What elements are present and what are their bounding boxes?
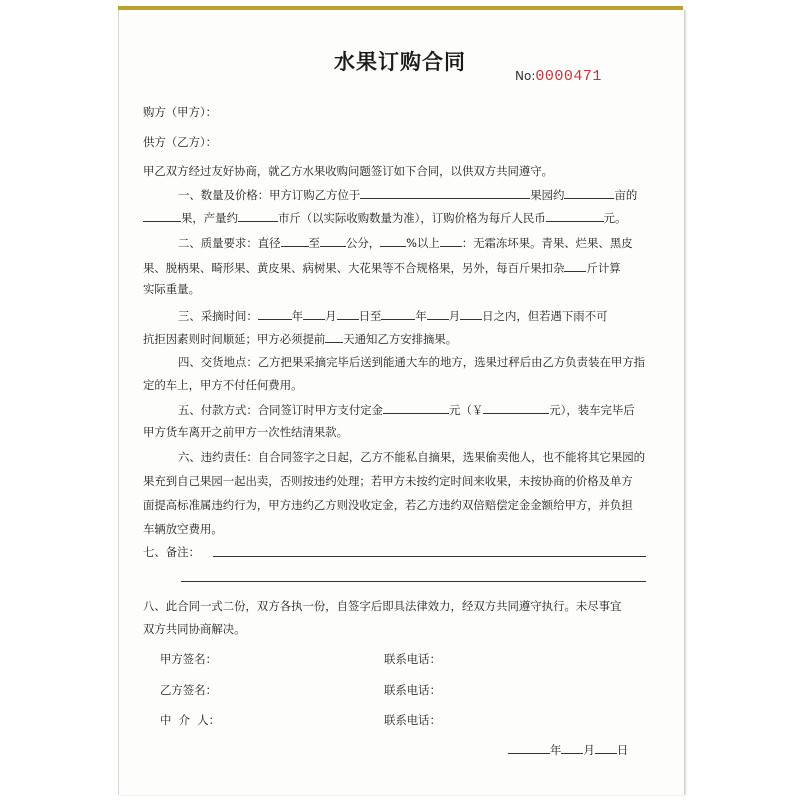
- notice-days-blank[interactable]: [325, 331, 343, 343]
- end-month-blank[interactable]: [427, 308, 449, 320]
- clause-copies-line2: 双方共同协商解决。: [143, 622, 246, 636]
- party-a-signature-label: 甲方签名：: [160, 652, 217, 666]
- diameter-max-blank[interactable]: [320, 235, 346, 247]
- clause-breach-line3: 面提高标准属违约行为，甲方违约乙方则没收定金，若乙方违约双倍赔偿定金金额给甲方，并负担: [143, 498, 633, 512]
- start-year-blank[interactable]: [258, 308, 292, 320]
- orchard-location-blank[interactable]: [360, 187, 530, 199]
- start-month-blank[interactable]: [303, 308, 325, 320]
- clause-breach-line4: 车辆放空费用。: [143, 522, 223, 536]
- grade-blank[interactable]: [440, 235, 462, 247]
- clause-picking-time-line2: 抗拒因素则时间顺延；甲方必须提前 天通知乙方安排摘果。: [143, 332, 458, 346]
- clause-quality-line3: 实际重量。: [143, 282, 200, 296]
- document-title: 水果订购合同: [334, 49, 466, 74]
- clause-quantity-price-line1: 一、数量及价格：甲方订购乙方位于 果园约 亩的: [178, 188, 638, 202]
- remarks-line-1[interactable]: [213, 556, 646, 557]
- agent-phone-label: 联系电话：: [384, 713, 441, 727]
- orchard-area-blank[interactable]: [564, 187, 614, 199]
- serial-number-label: [515, 68, 602, 85]
- unit-price-blank[interactable]: [546, 210, 604, 222]
- date-month-blank[interactable]: [561, 742, 583, 754]
- clause-payment-line1: 五、付款方式：合同签订时甲方支付定金 元（￥ 元），装车完毕后: [178, 403, 635, 417]
- deposit-amount-blank[interactable]: [383, 402, 449, 414]
- intro-text: 甲乙双方经过友好协商，就乙方水果收购问题签订如下合同，以供双方共同遵守。: [143, 164, 554, 178]
- clause-delivery-line1: 四、交货地点：乙方把果采摘完毕后送到能通大车的地方，选果过秤后由乙方负责装在甲方指: [178, 355, 646, 369]
- date-day-blank[interactable]: [595, 742, 617, 754]
- buyer-line: 购方（甲方）：: [143, 105, 218, 119]
- end-day-blank[interactable]: [460, 308, 482, 320]
- percentage-blank[interactable]: [380, 235, 406, 247]
- end-year-blank[interactable]: [381, 308, 415, 320]
- clause-quality-line2: 果、脱柄果、畸形果、黄皮果、病树果、大花果等不合规格果，另外，每百斤果扣杂 斤计算: [143, 261, 621, 275]
- clause-delivery-line2: 定的车上，甲方不付任何费用。: [143, 378, 303, 392]
- clause-quantity-price-line2: 果，产量约 市斤（以实际收购数量为准），订购价格为每斤人民币 元。: [143, 210, 626, 225]
- date-year-blank[interactable]: [508, 742, 550, 754]
- clause-payment-line2: 甲方货车离开之前甲方一次性结清果款。: [143, 425, 349, 439]
- deposit-figure-blank[interactable]: [483, 402, 549, 414]
- signing-date: 年 月 日: [508, 742, 628, 757]
- clause-quality-line1: 二、质量要求：直径 至 公分， %以上 ：无霜冻坏果。青果、烂果、黑皮: [178, 236, 633, 250]
- serial-prefix: No:: [515, 69, 536, 83]
- remarks-line-2[interactable]: [181, 581, 646, 582]
- fruit-type-blank[interactable]: [143, 210, 181, 222]
- serial-number: 0000471: [535, 68, 602, 85]
- yield-blank[interactable]: [238, 210, 278, 222]
- diameter-min-blank[interactable]: [281, 235, 309, 247]
- clause-remarks-label: 七、备注：: [143, 545, 200, 559]
- clause-breach-line1: 六、违约责任：自合同签字之日起，乙方不能私自摘果，选果偷卖他人，也不能将其它果园的: [178, 450, 646, 464]
- agent-signature-label: 中 介 人：: [160, 713, 221, 727]
- party-b-signature-label: 乙方签名：: [160, 683, 217, 697]
- start-day-blank[interactable]: [337, 308, 359, 320]
- seller-line: 供方（乙方）：: [143, 135, 218, 149]
- clause-picking-time-line1: 三、采摘时间： 年 月 日至 年 月 日之内，但若遇下雨不可: [178, 309, 608, 323]
- party-a-phone-label: 联系电话：: [384, 652, 441, 666]
- clause-breach-line2: 果充到自己果园一起出卖，否则按违约处理；若甲方未按约定时间来收果，未按协商的价格及单方: [143, 474, 633, 488]
- party-b-phone-label: 联系电话：: [384, 683, 441, 697]
- clause-copies-line1: 八、此合同一式二份，双方各执一份，自签字后即具法律效力，经双方共同遵守执行。未尽事宜: [143, 599, 622, 613]
- deduction-blank[interactable]: [564, 260, 586, 272]
